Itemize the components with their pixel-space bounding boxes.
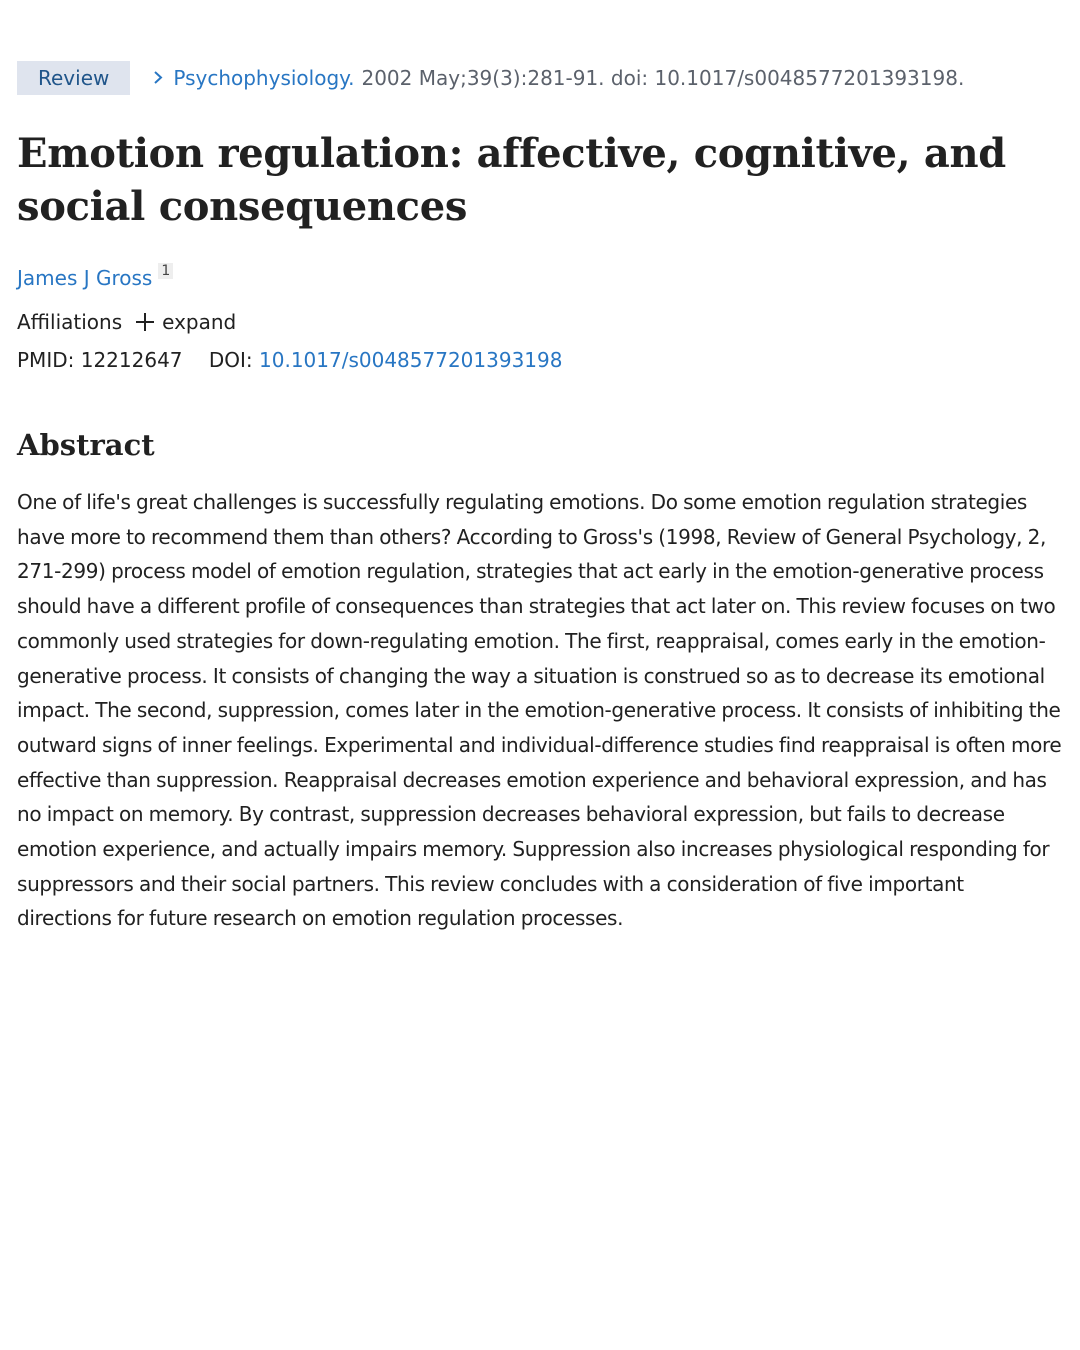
abstract-text: One of life's great challenges is successfully regulating emotions. Do some emotion regulation strategies have more to recommend them than others? According to Gross's (1998, Review of General Psychology, 2, 271-299) process model of emotion regulation, strategies that act early in the emotion-generative process should have a different profile of consequences than strategies that act later on. This review focuses on two commonly used strategies for down-regulating emotion. The first, reappraisal, comes early in the emotion-generative process. It consists of changing the way a situation is construed so as to decrease its emotional impact. The second, suppression, comes later in the emotion-generative process. It consists of inhibiting the outward signs of inner feelings. Experimental and individual-difference studies find reappraisal is often more effective than suppression. Reappraisal decreases emotion experience and behavioral expression, and has no impact on memory. By contrast, suppression decreases behavioral expression, but fails to decrease emotion experience, and actually impairs memory. Suppression also increases physiological responding for suppressors and their social partners. This review concludes with a consideration of five important directions for future research on emotion regulation processes. — [17, 490, 1062, 931]
affiliation-ref[interactable]: 1 — [158, 263, 173, 279]
chevron-right-icon — [152, 71, 165, 84]
expand-label: expand — [162, 310, 237, 334]
doi-label: DOI: — [208, 348, 253, 372]
citation-details: 2002 May;39(3):281-91. doi: 10.1017/s0048577201393198. — [361, 66, 965, 90]
affiliations-label: Affiliations — [17, 310, 123, 334]
affiliations-row — [17, 307, 1063, 337]
pmid-label: PMID: — [17, 348, 75, 372]
author-link[interactable]: James J Gross — [17, 266, 153, 290]
authors-list — [17, 263, 1063, 293]
plus-icon — [136, 313, 154, 331]
abstract-heading: Abstract — [17, 428, 155, 462]
review-badge: Review — [17, 61, 130, 95]
doi-link[interactable]: 10.1017/s0048577201393198 — [259, 348, 563, 372]
citation-line — [17, 61, 1063, 95]
journal-link[interactable]: Psychophysiology. — [173, 66, 355, 90]
pmid-value: 12212647 — [80, 348, 183, 372]
article-title: Emotion regulation: affective, cognitive, and social consequences — [17, 130, 1006, 230]
expand-affiliations-button[interactable] — [136, 307, 236, 337]
article-page — [17, 61, 1063, 956]
identifiers-row — [17, 345, 1063, 375]
